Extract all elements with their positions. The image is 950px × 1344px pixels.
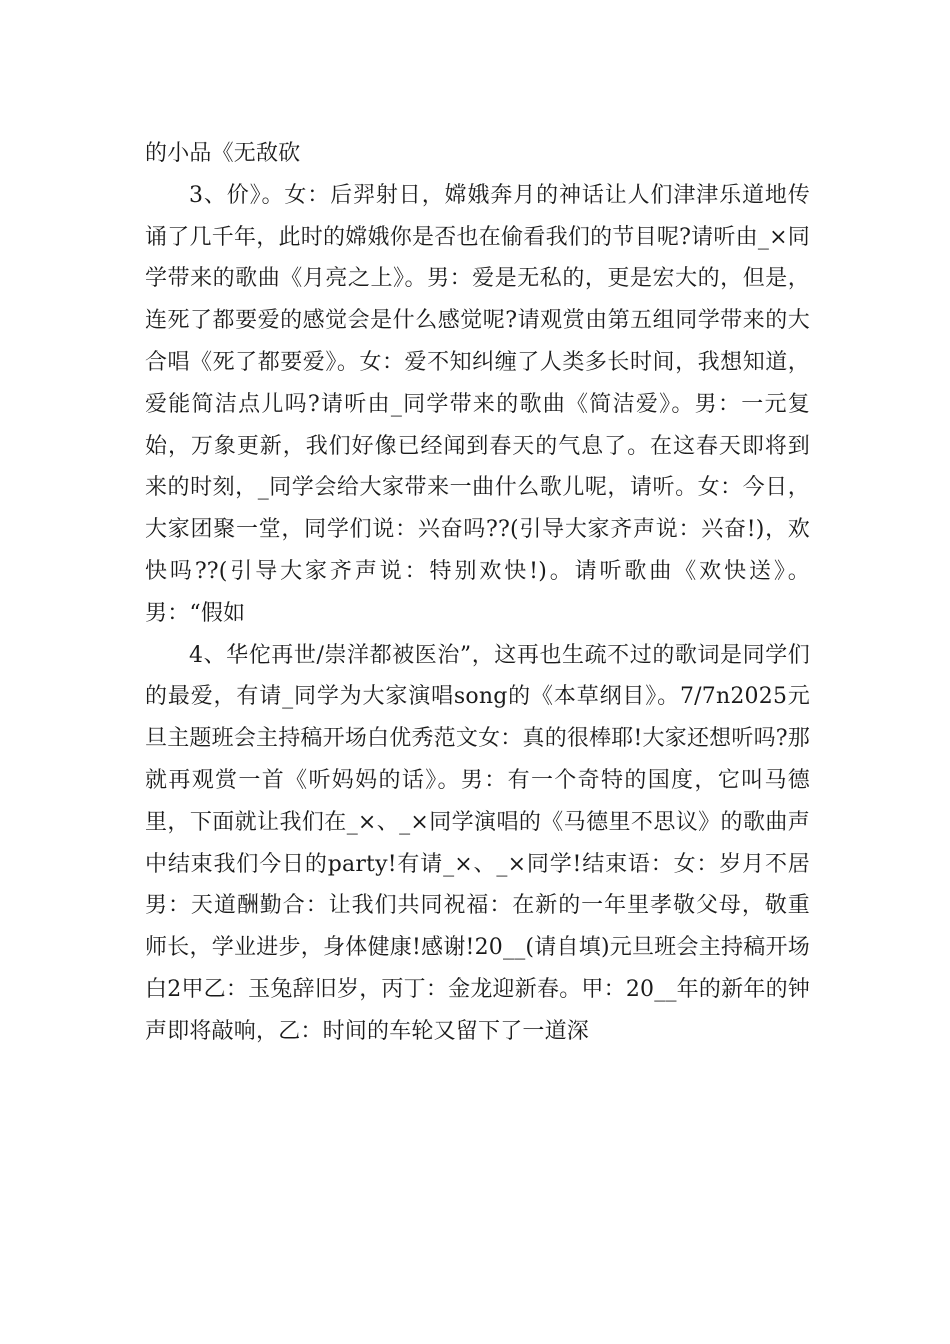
paragraph-3: 4、华佗再世/崇洋都被医治”，这再也生疏不过的歌词是同学们的最爱，有请_同学为大家演唱song的《本草纲目》。7/7n2025元旦主题班会主持稿开场白优秀范文女：真的很棒耶!大家还想听吗?那就再观赏一首《听妈妈的话》。男：有一个奇特的国度，它叫马德里，下面就让我们在_×、_×同学演唱的《马德里不思议》的歌曲声中结束我们今日的party!有请_×、_×同学!结束语：女：岁月不居男：天道酬勤合：让我们共同祝福：在新的一年里孝敬父母，敬重师长，学业进步，身体健康!感谢!20__(请自填)元旦班会主持稿开场白2甲乙：玉兔辞旧岁，丙丁：金龙迎新春。甲：20__年的新年的钟声即将敲响，乙：时间的车轮又留下了一道深 bbox=[145, 642, 810, 1044]
paragraph-2: 3、价》。女：后羿射日，嫦娥奔月的神话让人们津津乐道地传诵了几千年，此时的嫦娥你是否也在偷看我们的节目呢?请听由_×同学带来的歌曲《月亮之上》。男：爱是无私的，更是宏大的，但是，连死了都要爱的感觉会是什么感觉呢?请观赏由第五组同学带来的大合唱《死了都要爱》。女：爱不知纠缠了人类多长时间，我想知道，爱能简洁点儿吗?请听由_同学带来的歌曲《简洁爱》。男：一元复始，万象更新，我们好像已经闻到春天的气息了。在这春天即将到来的时刻，_同学会给大家带来一曲什么歌儿呢，请听。女：今日，大家团聚一堂，同学们说：兴奋吗??(引导大家齐声说：兴奋!)，欢快吗??(引导大家齐声说：特别欢快!)。请听歌曲《欢快送》。男：“假如 bbox=[145, 182, 810, 626]
paragraph-1: 的小品《无敌砍 bbox=[145, 141, 301, 166]
document-body bbox=[145, 133, 810, 1053]
